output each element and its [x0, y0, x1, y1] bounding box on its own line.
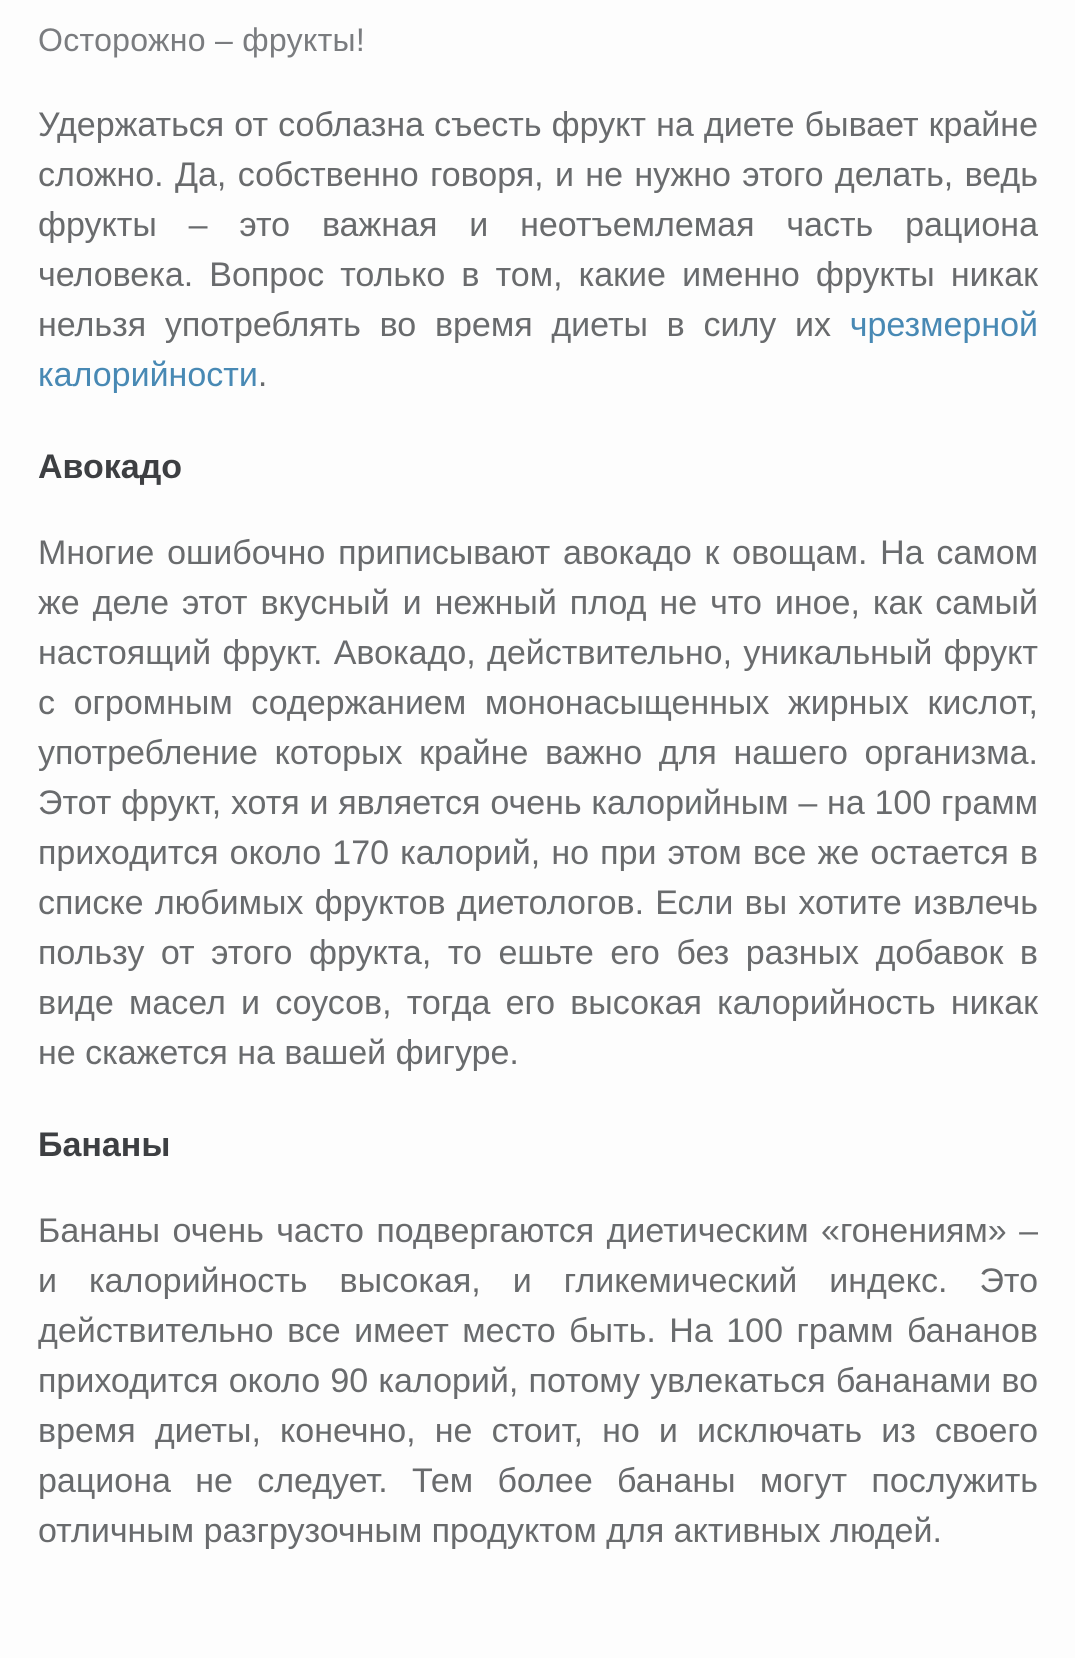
intro-paragraph: [38, 100, 1038, 400]
section-heading-avocado: Авокадо: [38, 448, 183, 486]
paragraph-avocado: Многие ошибочно приписывают авокадо к овощам. На самом же деле этот вкусный и нежный плод не что иное, как самый настоящий фрукт. Авокадо, действительно, уникальный фрукт с огромным содержанием мононасыщенных жирных кислот, употребление которых крайне важно для нашего организма. Этот фрукт, хотя и является очень калорийным – на 100 грамм приходится около 170 калорий, но при этом все же остается в списке любимых фруктов диетологов. Если вы хотите извлечь пользу от этого фрукта, то ешьте его без разных добавок в виде масел и соусов, тогда его высокая калорийность никак не скажется на вашей фигуре.: [38, 534, 1038, 1072]
excessive-calories-link[interactable]: чрезмерной калорийности: [38, 306, 1038, 394]
paragraph-bananas: Бананы очень часто подвергаются диетическим «гонениям» – и калорийность высокая, и гликемический индекс. Это действительно все имеет место быть. На 100 грамм бананов приходится около 90 калорий, потому увлекаться бананами во время диеты, конечно, не стоит, но и исключать из своего рациона не следует. Тем более бананы могут послужить отличным разгрузочным продуктом для активных людей.: [38, 1212, 1038, 1550]
intro-text: Удержаться от соблазна съесть фрукт на диете бывает крайне сложно. Да, собственно говоря, и не нужно этого делать, ведь фрукты – это важная и неотъемлемая часть рациона человека. Вопрос только в том, какие именно фрукты никак нельзя употреблять во время диеты в силу их: [38, 106, 1038, 344]
section-heading-bananas: Бананы: [38, 1126, 171, 1164]
article-title: Осторожно – фрукты!: [38, 22, 366, 58]
intro-text-after: .: [257, 356, 268, 394]
